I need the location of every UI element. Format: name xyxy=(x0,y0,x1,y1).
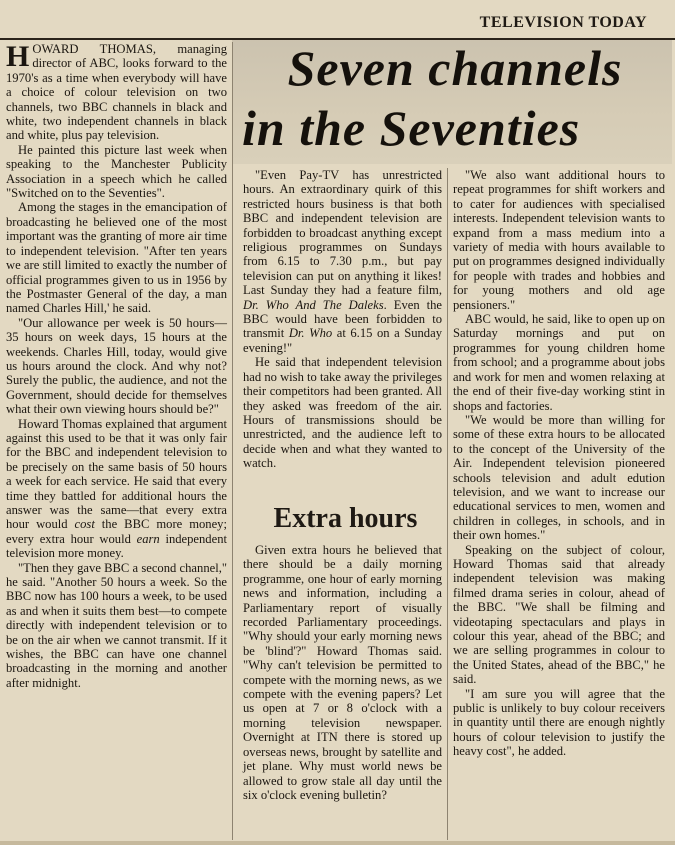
emphasis-text: cost xyxy=(74,517,95,532)
headline-line-1: Seven channels xyxy=(287,40,623,96)
paragraph: He painted this picture last week when speaking to the Manchester Publicity Association in a speech which he called "Switched on to the Seventies". xyxy=(6,142,227,201)
emphasis-text: Dr. Who xyxy=(288,326,333,341)
article-column-1 xyxy=(6,42,227,690)
emphasis-text: earn xyxy=(136,531,160,546)
column-divider xyxy=(447,168,448,840)
paragraph: "We would be more than willing for some of these extra hours to be allocated to the concept of the University of the Air. Independent television pioneered schools television and adult edution television, and we want to increase our educational services to men, women and children in colleges, in schools, and in their own homes." xyxy=(453,412,665,543)
paragraph-text: at 6.15 on a Sunday evening!" xyxy=(243,326,442,355)
headline-line-2: in the Seventies xyxy=(242,100,581,156)
emphasis-text: Dr. Who And The Daleks xyxy=(243,297,384,312)
paragraph-text: "Even Pay-TV has unrestricted hours. An extraordinary quirk of this restricted hours business is that both BBC and independent television are forbidden to broadcast anything except religious programmes on Sundays from 6.15 to 7.30 p.m., but pay television can put on anything it likes! Last Sunday they had a feature film, xyxy=(243,168,442,298)
article-column-2 xyxy=(243,168,442,471)
paragraph-text: the BBC more money; every extra hour would xyxy=(6,517,227,546)
paragraph: "Our allowance per week is 50 hours—35 hours on week days, 15 hours at the weekends. Charles Hill, today, would give us hours around the clock. And why not? Surely the public, the audience, and not the Government, should decide for themselves what their own viewing hours should be?" xyxy=(6,315,227,417)
paragraph-text: Howard Thomas explained that argument against this used to be that it was only fair for the BBC and independent television to be precisely on the same basis of 50 hours a week for each service. He said that every time they battled for additional hours the answer was the same—that every extra hour would xyxy=(6,416,227,532)
article-column-2-lower xyxy=(243,543,442,802)
headline xyxy=(240,38,670,158)
column-divider xyxy=(232,42,233,840)
paragraph: ABC would, he said, like to open up on Saturday mornings and put on programmes for young children home from school; and a programme about jobs and work for men and women relaxing at the end of their five-day working stint in shops and factories. xyxy=(453,312,665,413)
subheading: Extra hours xyxy=(273,503,418,534)
paragraph: "We also want additional hours to repeat programmes for shift workers and to cater for audiences with specialised interests. Independent television wants to expand from a mass medium into a variety of media with hours available to put on programmes designed individually for people with trades and hobbies and for young mothers and old age pensioners." xyxy=(453,168,665,312)
paragraph: Given extra hours he believed that there should be a daily morning programme, one hour of early morning news and information, including a Parliamentary report of visually recorded Parliamentary proceedings. "Why should your early morning news be 'blind'?" Howard Thomas said. "Why can't television be permitted to compete with the morning news, as we compete with the evening papers? Let us open at 7 or 8 o'clock with a morning television newspaper. Overnight at ITN there is stored up overseas news, brought by satellite and jet plane. Why must world news be allowed to grow stale all day until the six o'clock evening bulletin? xyxy=(243,543,442,802)
section-header: TELEVISION TODAY xyxy=(479,14,647,31)
paragraph: He said that independent television had no wish to take away the privileges their competitors had been granted. All they asked was freedom of the air. Hours of transmissions should be unrestricted, and the audience left to decide when and what they wanted to watch. xyxy=(243,355,442,471)
paragraph-text: independent television more money. xyxy=(6,531,227,561)
paragraph-text: OWARD THOMAS, managing director of ABC, looks forward to the 1970's as a time when everybody will have a choice of colour television on two channels, two BBC channels in black and white, two independent channels in black and white, plus pay television. xyxy=(6,42,227,143)
paragraph: "Then they gave BBC a second channel," he said. "Another 50 hours a week. So the BBC now has 100 hours a week, to be used as and when it suits them best—to compete directly with independent television or to be on the air when we cannot transmit. If it wishes, the BBC can have one channel broadcasting in the morning and another after midnight. xyxy=(6,560,227,690)
paragraph: "I am sure you will agree that the public is unlikely to buy colour receivers in quantity until there are enough nightly hours of colour television to justify the heavy cost", he added. xyxy=(453,686,665,759)
paragraph-text: . Even the BBC would have been forbidden to transmit xyxy=(243,297,442,341)
article-column-3 xyxy=(453,168,665,759)
page-bottom-edge xyxy=(0,841,675,845)
paragraph xyxy=(6,42,227,143)
paragraph xyxy=(6,417,227,561)
paragraph xyxy=(243,168,442,355)
drop-cap: H xyxy=(6,40,30,73)
paragraph: Among the stages in the emancipation of broadcasting he believed one of the most important was the granting of more air time to independent television. "After ten years we are still limited to exactly the number of official programmes given to us in 1956 by the Postmaster General of the day, a man named Charles Hill,' he said. xyxy=(6,200,227,316)
paragraph: Speaking on the subject of colour, Howard Thomas said that already independent television was making filmed drama series in colour, ahead of the BBC. "We shall be filming and videotaping spectaculars and plays in colour this year, ahead of the BBC; and we are selling programmes in colour to the United States, ahead of the BBC," he said. xyxy=(453,542,665,687)
